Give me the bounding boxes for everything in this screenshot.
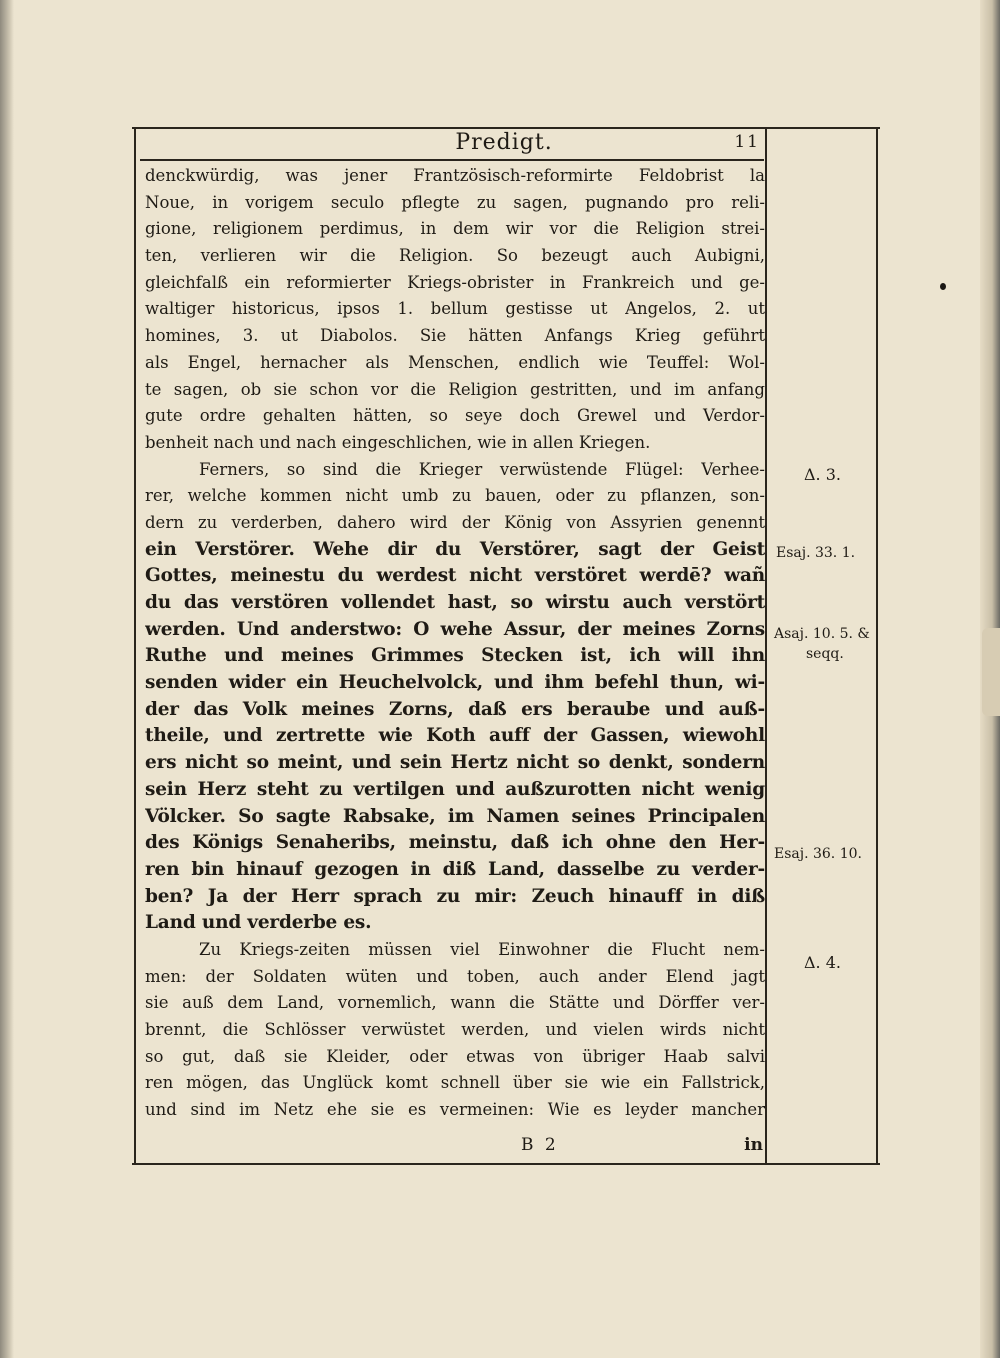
- body-text: [145, 163, 765, 1124]
- text-line: ten, verlieren wir die Religion. So bezeugt auch Aubigni,: [145, 246, 765, 266]
- text-line: werden. Und anderstwo: O wehe Assur, der meines Zorns: [145, 618, 765, 640]
- text-line: sie auß dem Land, vornemlich, wann die Stätte und Dörffer ver-: [145, 993, 765, 1013]
- text-line: ben? Ja der Herr sprach zu mir: Zeuch hinauff in diß: [145, 885, 765, 907]
- text-line: te sagen, ob sie schon vor die Religion gestritten, und im anfang: [145, 379, 765, 399]
- running-header: [136, 130, 766, 160]
- text-line: sein Herz steht zu vertilgen und außzurotten nicht wenig: [145, 778, 765, 800]
- text-line: so gut, daß sie Kleider, oder etwas von übriger Haab salvi: [145, 1046, 765, 1066]
- text-line: brennt, die Schlösser verwüstet werden, und vielen wirds nicht: [145, 1020, 765, 1039]
- catchword: in: [744, 1135, 763, 1155]
- text-line: Ferners, so sind die Krieger verwüstende Flügel: Verhee-: [199, 459, 765, 479]
- gutter-shadow: [0, 0, 14, 1358]
- margin-note: Esaj. 33. 1.: [776, 545, 856, 561]
- text-line: der das Volk meines Zorns, daß ers beraube und auß-: [145, 698, 765, 720]
- frame-bottom-rule: [132, 1163, 880, 1165]
- signature-mark: B 2: [521, 1135, 559, 1155]
- frame-top-rule: [132, 127, 880, 129]
- margin-note: Δ. 4.: [804, 953, 841, 972]
- ink-spot: [940, 283, 946, 290]
- running-title: Predigt.: [455, 130, 553, 155]
- text-line: Gottes, meinestu du werdest nicht verstöret werdē? wañ: [145, 565, 765, 587]
- text-line: denckwürdig, was jener Frantzösisch-reformirte Feldobrist la: [145, 166, 765, 185]
- text-line: gione, religionem perdimus, in dem wir vor die Religion strei-: [145, 219, 765, 239]
- text-line: men: der Soldaten wüten und toben, auch ander Elend jagt: [145, 966, 765, 986]
- page-edge-tab: [982, 628, 1000, 716]
- text-line: homines, 3. ut Diabolos. Sie hätten Anfangs Krieg geführt: [145, 326, 765, 346]
- text-line: Land und verderbe es.: [145, 912, 372, 934]
- page-footer: [145, 1135, 765, 1161]
- margin-right-rule: [876, 128, 878, 1164]
- frame-left-rule: [134, 128, 136, 1165]
- text-line: Ruthe und meines Grimmes Stecken ist, ich will ihn: [145, 645, 765, 667]
- text-line: rer, welche kommen nicht umb zu bauen, oder zu pflanzen, son-: [145, 486, 765, 506]
- text-right-rule: [765, 128, 767, 1164]
- text-line: Zu Kriegs-zeiten müssen viel Einwohner die Flucht nem-: [199, 939, 765, 959]
- margin-note: Esaj. 36. 10.: [774, 846, 862, 862]
- text-line: ein Verstörer. Wehe dir du Verstörer, sagt der Geist: [145, 538, 765, 560]
- page-number: 11: [734, 132, 760, 152]
- text-line: gute ordre gehalten hätten, so seye doch Grewel und Verdor-: [145, 406, 765, 426]
- margin-note: Δ. 3.: [804, 465, 841, 484]
- text-line: theile, und zertrette wie Koth auff der Gassen, wiewohl: [145, 725, 765, 747]
- margin-note: Asaj. 10. 5. &: [774, 626, 870, 642]
- text-line: ers nicht so meint, und sein Hertz nicht so denkt, sondern: [145, 752, 765, 774]
- text-line: dern zu verderben, dahero wird der König von Assyrien genennt: [145, 512, 765, 532]
- text-line: waltiger historicus, ipsos 1. bellum gestisse ut Angelos, 2. ut: [145, 299, 765, 319]
- text-line: ren bin hinauf gezogen in diß Land, dasselbe zu verder-: [145, 858, 765, 880]
- text-line: des Königs Senaheribs, meinstu, daß ich ohne den Her-: [145, 832, 765, 854]
- text-line: ren mögen, das Unglück komt schnell über sie wie ein Fallstrick,: [145, 1073, 765, 1093]
- text-line: du das verstören vollendet hast, so wirstu auch verstört: [145, 592, 765, 613]
- text-line: Noue, in vorigem seculo pflegte zu sagen, pugnando pro reli-: [145, 192, 765, 212]
- text-line: und sind im Netz ehe sie es vermeinen: Wie es leyder mancher: [145, 1100, 765, 1120]
- text-line: gleichfalß ein reformierter Kriegs-obrister in Frankreich und ge-: [145, 272, 765, 292]
- text-line: Völcker. So sagte Rabsake, im Namen seines Principalen: [145, 805, 765, 827]
- text-line: als Engel, hernacher als Menschen, endlich wie Teuffel: Wol-: [145, 352, 765, 372]
- margin-note: seqq.: [806, 646, 844, 662]
- text-line: senden wider ein Heuchelvolck, und ihm befehl thun, wi-: [145, 672, 765, 694]
- text-line: benheit nach und nach eingeschlichen, wie in allen Kriegen.: [145, 432, 651, 452]
